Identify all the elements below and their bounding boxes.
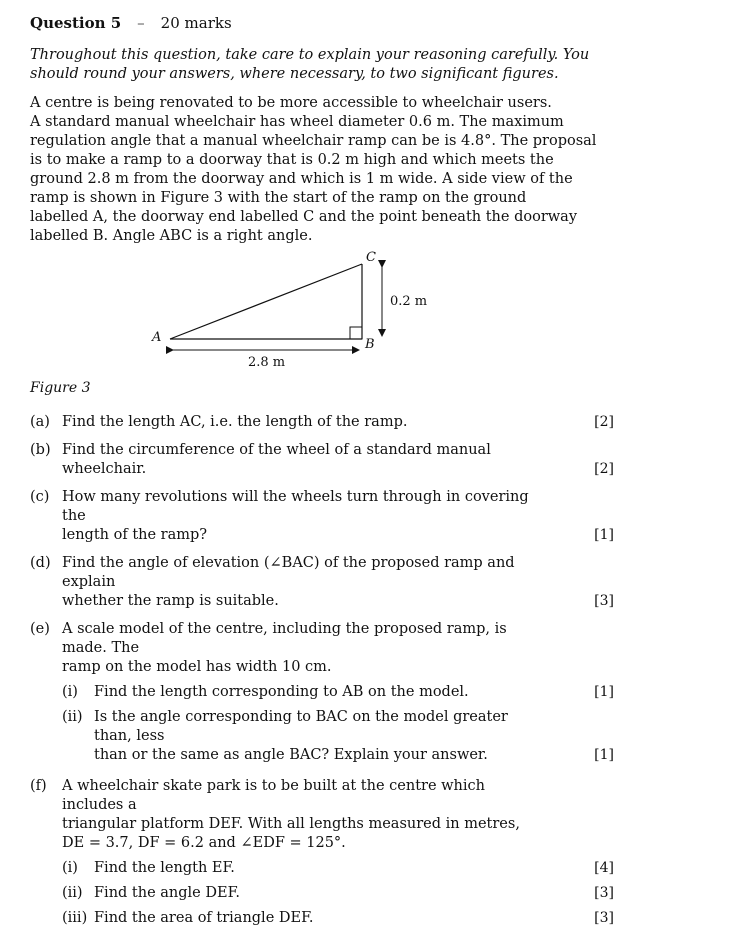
sub-line: Find the length corresponding to AB on the model. <box>94 684 469 700</box>
intro-line: Throughout this question, take care to explain your reasoning carefully. You <box>30 47 590 63</box>
sub-line: Find the length EF. <box>94 860 235 876</box>
part-f-ii <box>30 884 614 903</box>
sub-label: (ii) <box>62 885 83 901</box>
part-line: Find the length AC, i.e. the length of the ramp. <box>62 414 408 430</box>
part-b <box>30 441 614 479</box>
part-label: (b) <box>30 442 51 458</box>
body-line: labelled B. Angle ABC is a right angle. <box>30 228 313 244</box>
header-dash: – <box>137 14 145 32</box>
question-marks: 20 marks <box>160 14 232 32</box>
sub-marks: [1] <box>594 747 614 763</box>
part-line: whether the ramp is suitable. <box>62 593 279 609</box>
sub-marks: [3] <box>594 910 614 926</box>
part-marks: [2] <box>594 414 614 430</box>
part-d <box>30 554 614 611</box>
sub-label: (i) <box>62 860 78 876</box>
height-measure: 0.2 m <box>390 294 428 309</box>
part-label: (d) <box>30 555 51 571</box>
part-text <box>62 488 610 545</box>
point-c-label: C <box>366 250 376 265</box>
sub-marks: [3] <box>594 885 614 901</box>
sub-text <box>94 859 610 878</box>
point-a-label: A <box>152 330 162 345</box>
part-marks: [1] <box>594 527 614 543</box>
part-f <box>30 777 610 853</box>
body-line: A standard manual wheelchair has wheel diameter 0.6 m. The maximum <box>30 114 564 130</box>
part-line: ramp on the model has width 10 cm. <box>62 659 332 675</box>
sub-line: than or the same as angle BAC? Explain your answer. <box>94 747 488 763</box>
part-line: triangular platform DEF. With all lengths measured in metres, <box>62 816 520 832</box>
base-measure: 2.8 m <box>248 355 286 370</box>
part-a <box>30 413 614 432</box>
part-line: A wheelchair skate park is to be built at the centre which includes a <box>62 778 485 813</box>
part-line: A scale model of the centre, including the proposed ramp, is made. The <box>62 621 507 656</box>
ramp-slope-line <box>170 264 362 339</box>
part-label: (e) <box>30 621 50 637</box>
part-line: Find the angle of elevation (∠BAC) of the proposed ramp and explain <box>62 555 515 590</box>
part-e-ii <box>30 708 614 765</box>
sub-text <box>94 884 610 903</box>
part-text <box>62 413 610 432</box>
question-title: Question 5 <box>30 14 122 32</box>
sub-line: Find the angle DEF. <box>94 885 240 901</box>
part-text <box>62 441 610 479</box>
part-e <box>30 620 610 677</box>
part-marks: [2] <box>594 461 614 477</box>
part-label: (f) <box>30 778 47 794</box>
part-label: (a) <box>30 414 50 430</box>
sub-line: Find the area of triangle DEF. <box>94 910 314 926</box>
sub-label: (iii) <box>62 910 88 926</box>
sub-text <box>94 909 610 928</box>
part-text <box>62 554 610 611</box>
part-line: DE = 3.7, DF = 6.2 and ∠EDF = 125°. <box>62 835 346 851</box>
sub-marks: [4] <box>594 860 614 876</box>
body-line: labelled A, the doorway end labelled C and the point beneath the doorway <box>30 209 578 225</box>
question-body <box>30 94 610 246</box>
ramp-diagram <box>30 254 610 384</box>
body-line: regulation angle that a manual wheelchair ramp can be is 4.8°. The proposal <box>30 133 597 149</box>
part-line: How many revolutions will the wheels turn through in covering the <box>62 489 529 524</box>
part-marks: [3] <box>594 593 614 609</box>
part-f-iii <box>30 909 614 928</box>
body-line: is to make a ramp to a doorway that is 0.2 m high and which meets the <box>30 152 554 168</box>
body-line: A centre is being renovated to be more accessible to wheelchair users. <box>30 95 552 111</box>
part-text <box>62 620 610 677</box>
sub-label: (i) <box>62 684 78 700</box>
figure-caption: Figure 3 <box>30 380 91 396</box>
intro-line: should round your answers, where necessary, to two significant figures. <box>30 66 559 82</box>
intro-instructions <box>30 46 610 84</box>
question-page <box>30 14 614 928</box>
part-line: Find the circumference of the wheel of a standard manual wheelchair. <box>62 442 491 477</box>
part-e-i <box>30 683 614 702</box>
sub-marks: [1] <box>594 684 614 700</box>
sub-text <box>94 708 610 765</box>
right-angle-marker <box>350 327 362 339</box>
part-c <box>30 488 614 545</box>
figure-3 <box>30 250 610 404</box>
question-parts <box>30 413 614 928</box>
part-text <box>62 777 610 853</box>
part-label: (c) <box>30 489 50 505</box>
question-header <box>30 14 610 32</box>
part-line: length of the ramp? <box>62 527 208 543</box>
sub-text <box>94 683 610 702</box>
part-f-i <box>30 859 614 878</box>
point-b-label: B <box>365 337 375 352</box>
body-line: ground 2.8 m from the doorway and which is 1 m wide. A side view of the <box>30 171 573 187</box>
sub-label: (ii) <box>62 709 83 725</box>
body-line: ramp is shown in Figure 3 with the start of the ramp on the ground <box>30 190 527 206</box>
sub-line: Is the angle corresponding to BAC on the model greater than, less <box>94 709 508 744</box>
